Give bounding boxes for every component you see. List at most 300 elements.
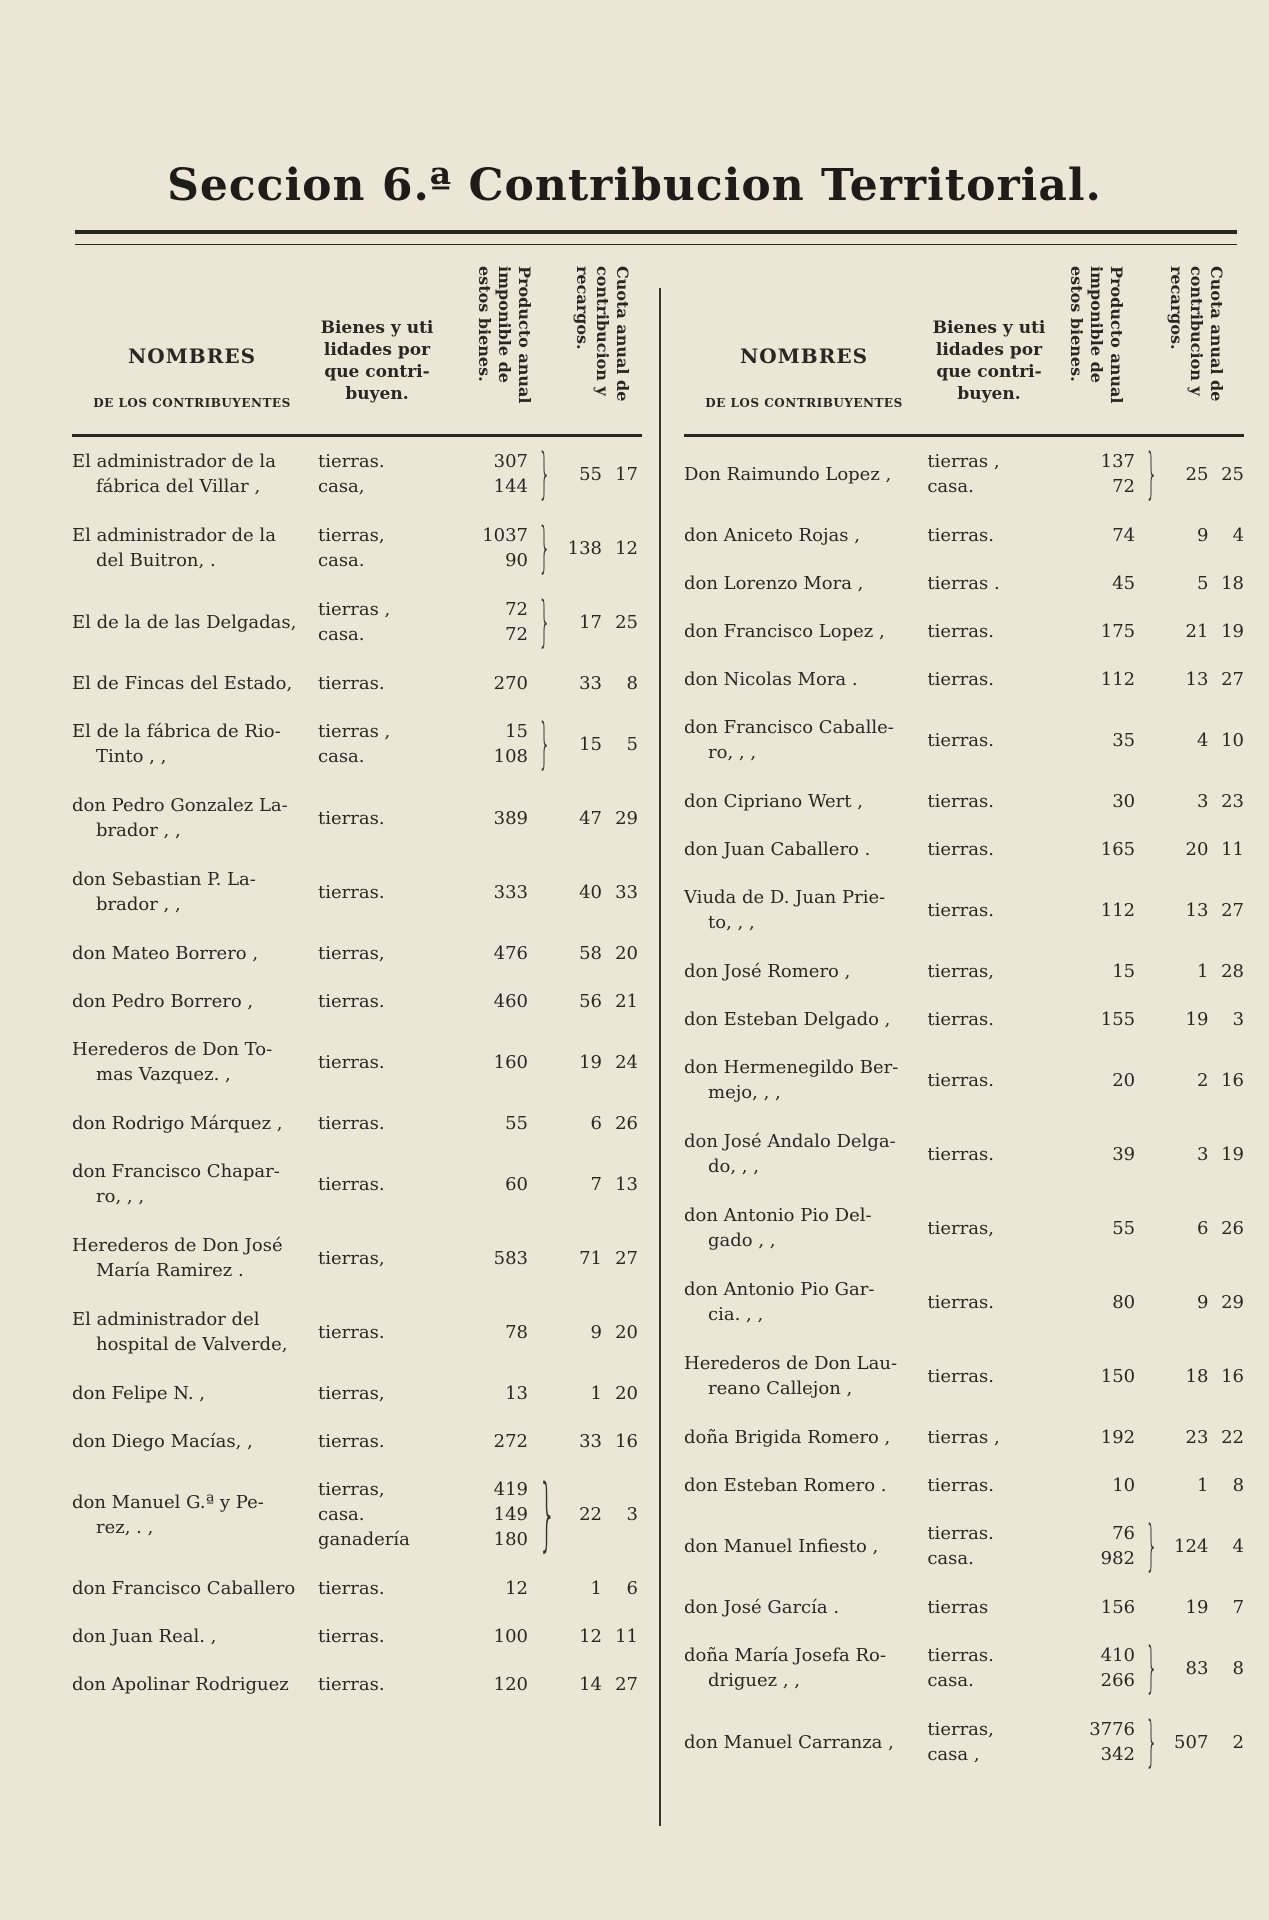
producto-value-line: 72 xyxy=(505,624,528,645)
cuota-reales: 27 xyxy=(615,1247,638,1269)
producto-value xyxy=(1046,1521,1141,1571)
table-row xyxy=(684,1265,1244,1339)
contributor-name xyxy=(72,719,312,769)
bienes-type-line: casa , xyxy=(927,1744,980,1765)
producto-value-line: 45 xyxy=(1112,572,1136,594)
contributor-name-line: don José Andalo Delga- xyxy=(684,1131,896,1152)
producto-value-line: 156 xyxy=(1100,1596,1136,1618)
cuota-value: 33 xyxy=(579,672,602,694)
bienes-type xyxy=(312,1050,438,1075)
producto-value xyxy=(438,1624,534,1649)
contributor-name xyxy=(684,1473,921,1498)
producto-value-line: 175 xyxy=(1100,620,1136,642)
producto-value-line: 90 xyxy=(505,550,528,571)
table-row xyxy=(72,1612,642,1660)
cuota-value: 4 xyxy=(1196,729,1209,751)
bienes-type xyxy=(921,789,1046,814)
bienes-type-line: tierras , xyxy=(927,1426,1000,1448)
producto-value-line: 389 xyxy=(493,807,528,829)
producto-value-line: 112 xyxy=(1100,899,1136,921)
bienes-type-line: tierras. xyxy=(318,881,385,903)
contributor-name-line: Viuda de D. Juan Prie- xyxy=(684,887,886,908)
contributor-name xyxy=(72,1307,312,1357)
contributor-name-line: don Aniceto Rojas , xyxy=(684,524,860,546)
bienes-type-line: tierras, xyxy=(927,1719,994,1740)
bienes-type-line: tierras, xyxy=(318,942,385,964)
contributor-name xyxy=(72,1159,312,1209)
cuota-reales: 33 xyxy=(615,881,638,903)
bienes-type-line: tierras. xyxy=(927,838,994,860)
bienes-type xyxy=(921,1521,1046,1571)
cuota-reales: 16 xyxy=(615,1430,638,1452)
table-row xyxy=(684,1461,1244,1509)
cuota-reales: 20 xyxy=(615,942,638,964)
contributor-name-line: do, , , xyxy=(708,1156,759,1177)
contributor-name-line: doña María Josefa Ro- xyxy=(684,1645,886,1666)
producto-value xyxy=(1046,1717,1141,1767)
producto-value-line: 150 xyxy=(1100,1365,1136,1387)
cuota-value: 7 xyxy=(590,1173,602,1195)
contributor-name xyxy=(72,1233,312,1283)
cuota-reales: 16 xyxy=(1221,1365,1245,1387)
table-row xyxy=(72,977,642,1025)
producto-value xyxy=(1046,619,1141,644)
header-cuota: Cuota anual de contribucion y recargos. xyxy=(573,266,632,402)
producto-value-line: 72 xyxy=(1112,476,1135,497)
cuota-reales: 26 xyxy=(615,1112,638,1134)
header-names-sub: DE LOS CONTRIBUYENTES xyxy=(93,396,291,410)
cuota-reales: 18 xyxy=(1221,572,1245,594)
cuota-reales: 28 xyxy=(1221,960,1245,982)
bienes-type xyxy=(312,989,438,1014)
cuota-reales: 3 xyxy=(1232,1008,1245,1030)
producto-value-line: 137 xyxy=(1100,451,1135,472)
bienes-type xyxy=(312,671,438,696)
contributor-name xyxy=(72,1111,312,1136)
cuota-reales: 25 xyxy=(1221,463,1244,485)
producto-value-line: 144 xyxy=(493,476,528,497)
bienes-type xyxy=(921,1473,1046,1498)
bienes-type xyxy=(921,619,1046,644)
bienes-type-line: tierras. xyxy=(927,524,994,546)
cuota-reales: 3 xyxy=(626,1504,638,1525)
bienes-type xyxy=(312,941,438,966)
cuota-value: 13 xyxy=(1185,668,1209,690)
contributor-name-line: fábrica del Villar , xyxy=(96,476,261,497)
bienes-type-line: tierras. xyxy=(927,1365,994,1387)
contributor-name-line: don Antonio Pio Gar- xyxy=(684,1279,875,1300)
bienes-type-line: tierras, xyxy=(318,1479,385,1500)
cuota-value: 2 xyxy=(1196,1069,1209,1091)
cuota-value: 9 xyxy=(1196,1291,1209,1313)
producto-value xyxy=(438,1172,534,1197)
contributor-name-line: don Francisco Lopez , xyxy=(684,620,885,642)
table-row xyxy=(684,1705,1244,1779)
contributor-name-line: Herederos de Don To- xyxy=(72,1039,273,1060)
cuota-value: 21 xyxy=(1185,620,1209,642)
cuota-value: 15 xyxy=(579,733,602,755)
grouping-brace: } xyxy=(1145,1514,1158,1577)
contributor-name-line: El administrador de la xyxy=(72,525,276,546)
cuota-value: 5 xyxy=(1196,572,1209,594)
bienes-type xyxy=(312,1576,438,1601)
table-header xyxy=(72,262,642,437)
bienes-type-line: tierras, xyxy=(318,1247,385,1269)
producto-value-line: 270 xyxy=(493,672,528,694)
producto-value-line: 39 xyxy=(1112,1143,1136,1165)
table-row xyxy=(72,855,642,929)
cuota-reales: 19 xyxy=(1221,1143,1245,1165)
bienes-type xyxy=(921,728,1046,753)
contributor-name-line: don Francisco Caballero xyxy=(72,1577,296,1599)
bienes-type-line: tierras. xyxy=(927,1474,994,1496)
producto-value-line: 180 xyxy=(493,1529,528,1550)
contributor-name xyxy=(72,1490,312,1540)
bienes-type xyxy=(312,1672,438,1697)
producto-value-line: 15 xyxy=(1112,960,1136,982)
contributor-name-line: don José García . xyxy=(684,1596,840,1618)
contributor-name-line: don Esteban Delgado , xyxy=(684,1008,891,1030)
table-row xyxy=(72,1660,642,1708)
contributor-name-line: don Pedro Borrero , xyxy=(72,990,254,1012)
producto-value xyxy=(1046,1142,1141,1167)
cuota-reales: 22 xyxy=(1221,1426,1245,1448)
contributor-name-line: don Esteban Romero . xyxy=(684,1474,887,1496)
producto-value xyxy=(1046,1364,1141,1389)
bienes-type xyxy=(921,1595,1046,1620)
header-bienes-line: buyen. xyxy=(345,384,409,404)
bienes-type xyxy=(312,1172,438,1197)
cuota-reales: 17 xyxy=(615,463,638,485)
cuota-reales: 11 xyxy=(615,1625,638,1647)
producto-value xyxy=(1046,789,1141,814)
cuota-reales: 6 xyxy=(626,1577,638,1599)
contributor-name xyxy=(684,523,921,548)
producto-value xyxy=(438,671,534,696)
contributor-name xyxy=(684,462,921,487)
contributor-name xyxy=(684,715,921,765)
header-bienes-line: que contri- xyxy=(324,362,430,382)
contributor-name xyxy=(72,1624,312,1649)
cuota-reales: 2 xyxy=(1232,1731,1244,1753)
cuota-value: 14 xyxy=(579,1673,602,1695)
contributor-name-line: mejo, , , xyxy=(708,1082,781,1103)
cuota-reales: 23 xyxy=(1221,790,1245,812)
cuota-reales: 19 xyxy=(1221,620,1245,642)
producto-value xyxy=(1046,571,1141,596)
contributor-name-line: Don Raimundo Lopez , xyxy=(684,463,892,485)
contributor-name-line: ro, , , xyxy=(708,742,757,763)
table-row xyxy=(684,607,1244,655)
cuota-reales: 27 xyxy=(1221,899,1245,921)
contributor-name-line: don Rodrigo Márquez , xyxy=(72,1112,283,1134)
bienes-type-line: tierras. xyxy=(927,668,994,690)
table-row xyxy=(72,585,642,659)
table-row xyxy=(684,873,1244,947)
cuota-value: 17 xyxy=(579,611,602,633)
cuota-reales: 16 xyxy=(1221,1069,1245,1091)
bienes-type-line: tierras. xyxy=(318,1112,385,1134)
cuota-reales: 4 xyxy=(1232,1535,1244,1557)
cuota-value: 19 xyxy=(1185,1596,1209,1618)
bienes-type-line: tierras. xyxy=(927,1069,994,1091)
bienes-type xyxy=(921,1425,1046,1450)
producto-value xyxy=(1046,523,1141,548)
table-row xyxy=(684,1413,1244,1461)
bienes-type xyxy=(312,719,438,769)
header-bienes xyxy=(312,317,442,405)
bienes-type-line: tierras , xyxy=(318,721,391,742)
contributor-name xyxy=(72,1429,312,1454)
producto-value-line: 266 xyxy=(1100,1670,1135,1691)
producto-value xyxy=(1046,1007,1141,1032)
producto-value-line: 35 xyxy=(1112,729,1136,751)
header-names-sub: DE LOS CONTRIBUYENTES xyxy=(705,396,903,410)
table-row xyxy=(72,707,642,781)
table-row xyxy=(72,437,642,511)
cuota-value: 83 xyxy=(1185,1657,1209,1679)
producto-value-line: 155 xyxy=(1100,1008,1136,1030)
bienes-type xyxy=(921,1142,1046,1167)
producto-value xyxy=(1046,1425,1141,1450)
contributor-name xyxy=(684,1351,921,1401)
contributor-name-line: don Mateo Borrero , xyxy=(72,942,259,964)
bienes-type-line: tierras. xyxy=(927,1291,994,1313)
contributor-name-line: don Cipriano Wert , xyxy=(684,790,863,812)
header-names xyxy=(72,344,312,410)
contributor-name-line: El administrador de la xyxy=(72,451,276,472)
bienes-type-line: tierras , xyxy=(318,599,391,620)
table-row xyxy=(684,1509,1244,1583)
contributor-name-line: cia. , , xyxy=(708,1304,764,1325)
bienes-type xyxy=(312,1624,438,1649)
cuota-value: 33 xyxy=(579,1430,602,1452)
table-row xyxy=(684,1339,1244,1413)
contributor-name-line: don Francisco Caballe- xyxy=(684,717,894,738)
contributor-name xyxy=(684,959,921,984)
contributor-name xyxy=(72,1381,312,1406)
contributor-name xyxy=(684,837,921,862)
bienes-type-line: tierras . xyxy=(927,572,1000,594)
producto-value-line: 80 xyxy=(1112,1291,1136,1313)
producto-value-line: 583 xyxy=(493,1247,528,1269)
contributor-name xyxy=(684,1534,921,1559)
bienes-type-line: tierras. xyxy=(318,1577,385,1599)
contributor-name-line: Tinto , , xyxy=(96,746,167,767)
producto-value-line: 192 xyxy=(1100,1426,1136,1448)
bienes-type-line: tierras. xyxy=(318,990,385,1012)
header-bienes-line: lidades por xyxy=(935,340,1043,360)
bienes-type-line: casa. xyxy=(318,1504,365,1525)
table-row xyxy=(684,1191,1244,1265)
cuota-value: 9 xyxy=(1196,524,1209,546)
bienes-type xyxy=(312,1111,438,1136)
bienes-type-line: tierras. xyxy=(318,1051,385,1073)
contributor-name-line: don Hermenegildo Ber- xyxy=(684,1057,899,1078)
header-producto: Producto anual imponible de estos bienes. xyxy=(1067,266,1126,404)
bienes-type-line: tierras. xyxy=(927,1645,994,1666)
producto-value xyxy=(438,1477,534,1552)
contributor-name xyxy=(684,1007,921,1032)
producto-value-line: 112 xyxy=(1100,668,1136,690)
contributor-name xyxy=(684,1425,921,1450)
cuota-value: 3 xyxy=(1196,1143,1209,1165)
cuota-reales: 20 xyxy=(615,1321,638,1343)
producto-value xyxy=(438,597,534,647)
cuota-reales: 29 xyxy=(615,807,638,829)
producto-value xyxy=(438,523,534,573)
left-rows xyxy=(72,437,642,1708)
table-row xyxy=(684,1583,1244,1631)
table-row xyxy=(684,1631,1244,1705)
cuota-value: 138 xyxy=(567,537,602,559)
bienes-type-line: tierras. xyxy=(927,729,994,751)
table-row xyxy=(684,1117,1244,1191)
contributor-name-line: don Antonio Pio Del- xyxy=(684,1205,872,1226)
bienes-type-line: tierras. xyxy=(927,1143,994,1165)
header-names-label: NOMBRES xyxy=(739,344,869,368)
cuota-value: 1 xyxy=(1196,1474,1209,1496)
contributor-name xyxy=(72,793,312,843)
cuota-value: 22 xyxy=(579,1504,602,1525)
column-divider xyxy=(659,288,661,1826)
header-bienes-line: buyen. xyxy=(957,384,1021,404)
title-rule xyxy=(75,230,1237,234)
producto-value xyxy=(438,1320,534,1345)
contributor-name xyxy=(72,1576,312,1601)
contributor-name-line: El administrador del xyxy=(72,1309,260,1330)
header-bienes-line: Bienes y uti xyxy=(932,318,1046,338)
cuota-reales: 26 xyxy=(1221,1217,1245,1239)
bienes-type-line: tierras. xyxy=(318,807,385,829)
table-row xyxy=(72,1147,642,1221)
cuota-reales: 8 xyxy=(1232,1474,1245,1496)
cuota-value: 20 xyxy=(1185,838,1209,860)
bienes-type-line: tierras xyxy=(927,1596,989,1618)
bienes-type xyxy=(921,571,1046,596)
cuota-value: 19 xyxy=(1185,1008,1209,1030)
bienes-type-line: tierras, xyxy=(318,1382,385,1404)
cuota-value: 9 xyxy=(590,1321,602,1343)
bienes-type-line: casa. xyxy=(318,624,365,645)
grouping-brace: } xyxy=(1145,1636,1158,1699)
grouping-brace: } xyxy=(538,712,551,775)
bienes-type-line: tierras. xyxy=(318,451,385,472)
table-row xyxy=(684,511,1244,559)
producto-value xyxy=(1046,837,1141,862)
cuota-reales: 8 xyxy=(1232,1657,1244,1679)
bienes-type xyxy=(312,1320,438,1345)
contributor-name xyxy=(684,1203,921,1253)
producto-value-line: 55 xyxy=(1112,1217,1136,1239)
header-producto: Producto anual imponible de estos bienes. xyxy=(475,266,534,404)
contributor-name xyxy=(684,1643,921,1693)
bienes-type-line: tierras. xyxy=(927,1523,994,1544)
producto-value xyxy=(438,1672,534,1697)
cuota-value: 12 xyxy=(579,1625,602,1647)
cuota-reales: 20 xyxy=(615,1382,638,1404)
producto-value-line: 12 xyxy=(505,1577,528,1599)
producto-value xyxy=(1046,1290,1141,1315)
cuota-reales: 11 xyxy=(1221,838,1245,860)
table-row xyxy=(684,655,1244,703)
bienes-type xyxy=(312,1429,438,1454)
contributor-name xyxy=(72,671,312,696)
table-row xyxy=(684,437,1244,511)
bienes-type-line: casa. xyxy=(927,1548,974,1569)
cuota-value: 13 xyxy=(1185,899,1209,921)
producto-value xyxy=(438,1111,534,1136)
cuota-value: 71 xyxy=(579,1247,602,1269)
cuota-value: 40 xyxy=(579,881,602,903)
producto-value-line: 60 xyxy=(505,1173,528,1195)
producto-value xyxy=(1046,1216,1141,1241)
table-row xyxy=(684,703,1244,777)
contributor-name-line: don Manuel Infiesto , xyxy=(684,1535,879,1557)
bienes-type xyxy=(921,1717,1046,1767)
cuota-value: 6 xyxy=(590,1112,602,1134)
producto-value-line: 419 xyxy=(493,1479,528,1500)
bienes-type xyxy=(921,449,1046,499)
producto-value-line: 76 xyxy=(1112,1523,1135,1544)
contributor-name-line: don Felipe N. , xyxy=(72,1382,206,1404)
cuota-value: 1 xyxy=(590,1577,602,1599)
bienes-type-line: tierras, xyxy=(927,960,994,982)
contributor-name-line: don Lorenzo Mora , xyxy=(684,572,864,594)
cuota-value: 58 xyxy=(579,942,602,964)
bienes-type xyxy=(921,1216,1046,1241)
contributor-name-line: El de la fábrica de Rio- xyxy=(72,721,281,742)
producto-value-line: 74 xyxy=(1112,524,1136,546)
cuota-value: 47 xyxy=(579,807,602,829)
table-header xyxy=(684,262,1244,437)
table-row xyxy=(684,1043,1244,1117)
table-row xyxy=(72,1221,642,1295)
producto-value-line: 72 xyxy=(505,599,528,620)
contributor-name xyxy=(684,1129,921,1179)
producto-value-line: 410 xyxy=(1100,1645,1135,1666)
contributor-name-line: El de Fincas del Estado, xyxy=(72,672,293,694)
producto-value xyxy=(438,1246,534,1271)
table-row xyxy=(684,559,1244,607)
contributor-name-line: doña Brigida Romero , xyxy=(684,1426,891,1448)
contributor-name xyxy=(684,1730,921,1755)
bienes-type-line: tierras. xyxy=(927,620,994,642)
producto-value-line: 460 xyxy=(493,990,528,1012)
bienes-type xyxy=(921,523,1046,548)
bienes-type xyxy=(312,806,438,831)
bienes-type xyxy=(921,1290,1046,1315)
bienes-type-line: tierras. xyxy=(318,1173,385,1195)
contributor-name xyxy=(72,867,312,917)
bienes-type xyxy=(312,1246,438,1271)
bienes-type xyxy=(312,1477,438,1552)
bienes-type xyxy=(312,880,438,905)
producto-value xyxy=(438,806,534,831)
bienes-type-line: tierras , xyxy=(927,451,1000,472)
cuota-reales: 4 xyxy=(1232,524,1245,546)
bienes-type xyxy=(921,959,1046,984)
contributor-name xyxy=(684,571,921,596)
producto-value-line: 108 xyxy=(493,746,528,767)
contributor-name xyxy=(72,1037,312,1087)
producto-value-line: 272 xyxy=(493,1430,528,1452)
producto-value-line: 476 xyxy=(493,942,528,964)
contributor-name xyxy=(72,1672,312,1697)
producto-value-line: 20 xyxy=(1112,1069,1136,1091)
contributor-name-line: María Ramirez . xyxy=(96,1260,244,1281)
contributor-name-line: Herederos de Don José xyxy=(72,1235,283,1256)
